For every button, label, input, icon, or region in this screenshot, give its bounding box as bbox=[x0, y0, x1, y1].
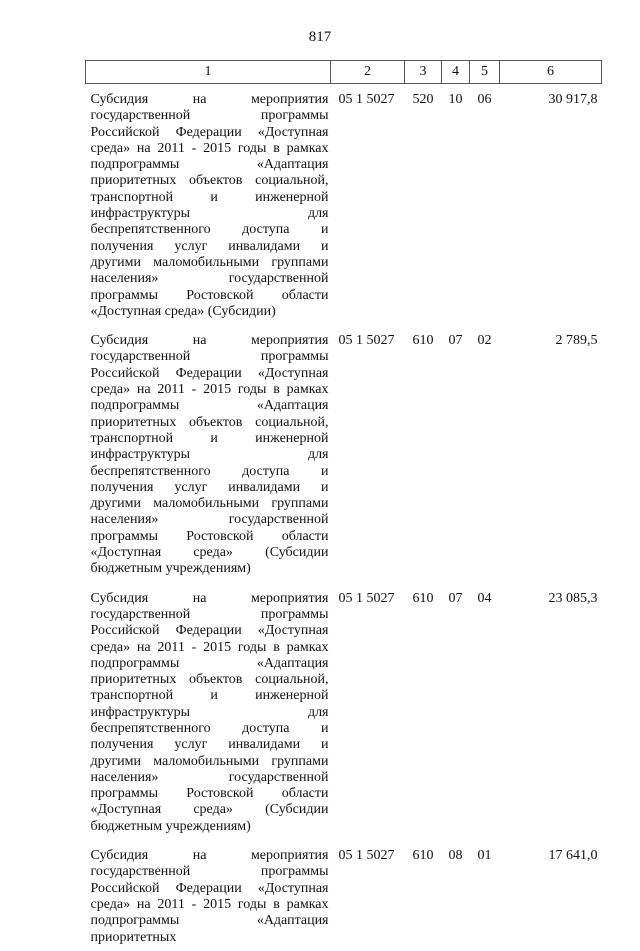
table-row bbox=[86, 84, 602, 326]
row-program-code: 05 1 5027 bbox=[338, 333, 395, 349]
column-header-3: 3 bbox=[405, 61, 442, 84]
row-description: Субсидия на мероприятия государственной программы Российской Федерации «Доступная среда» на 2011 - 2015 годы в рамках подпрограммы «Адаптация приоритетных объектов социальной, транспортной и инженерной инфраструктуры для беспрепятственного доступа и получения услуг инвалидами и другими маломобильными группами населения» государственной программы Ростовской области «Доступная среда» (Субсидии бюджетным учреждениям) bbox=[90, 590, 329, 834]
row-amount: 23 085,3 bbox=[548, 590, 598, 606]
row-amount: 2 789,5 bbox=[555, 333, 598, 349]
row-amount: 30 917,8 bbox=[548, 92, 598, 107]
row-description: Субсидия на мероприятия государственной программы Российской Федерации «Доступная среда» на 2011 - 2015 годы в рамках подпрограммы «Адаптация приоритетных bbox=[90, 848, 329, 945]
column-header-5: 5 bbox=[470, 61, 500, 84]
table-row bbox=[86, 840, 602, 951]
row-section: 07 bbox=[448, 590, 463, 606]
column-header-4: 4 bbox=[442, 61, 470, 84]
row-section: 07 bbox=[448, 333, 463, 349]
row-section: 10 bbox=[448, 92, 463, 107]
row-program-code: 05 1 5027 bbox=[338, 848, 395, 864]
page-number: 817 bbox=[308, 29, 332, 45]
row-expense-type: 610 bbox=[412, 333, 434, 349]
column-header-1: 1 bbox=[86, 61, 331, 84]
row-program-code: 05 1 5027 bbox=[338, 590, 395, 606]
column-header-6: 6 bbox=[500, 61, 602, 84]
row-expense-type: 520 bbox=[412, 92, 434, 107]
row-program-code: 05 1 5027 bbox=[338, 92, 395, 107]
row-amount: 17 641,0 bbox=[548, 848, 598, 864]
column-header-2: 2 bbox=[331, 61, 405, 84]
table-header-row bbox=[86, 61, 602, 84]
row-subsection: 01 bbox=[477, 848, 492, 864]
row-subsection: 06 bbox=[477, 92, 492, 107]
row-description: Субсидия на мероприятия государственной программы Российской Федерации «Доступная среда» на 2011 - 2015 годы в рамках подпрограммы «Адаптация приоритетных объектов социальной, транспортной и инженерной инфраструктуры для беспрепятственного доступа и получения услуг инвалидами и другими маломобильными группами населения» государственной программы Ростовской области «Доступная среда» (Субсидии) bbox=[90, 92, 329, 319]
row-subsection: 04 bbox=[477, 590, 492, 606]
table-row bbox=[86, 325, 602, 582]
table-row bbox=[86, 583, 602, 840]
budget-table bbox=[85, 60, 602, 951]
row-expense-type: 610 bbox=[412, 590, 434, 606]
row-section: 08 bbox=[448, 848, 463, 864]
row-expense-type: 610 bbox=[412, 848, 434, 864]
row-subsection: 02 bbox=[477, 333, 492, 349]
row-description: Субсидия на мероприятия государственной программы Российской Федерации «Доступная среда» на 2011 - 2015 годы в рамках подпрограммы «Адаптация приоритетных объектов социальной, транспортной и инженерной инфраструктуры для беспрепятственного доступа и получения услуг инвалидами и другими маломобильными группами населения» государственной программы Ростовской области «Доступная среда» (Субсидии бюджетным учреждениям) bbox=[90, 333, 329, 577]
